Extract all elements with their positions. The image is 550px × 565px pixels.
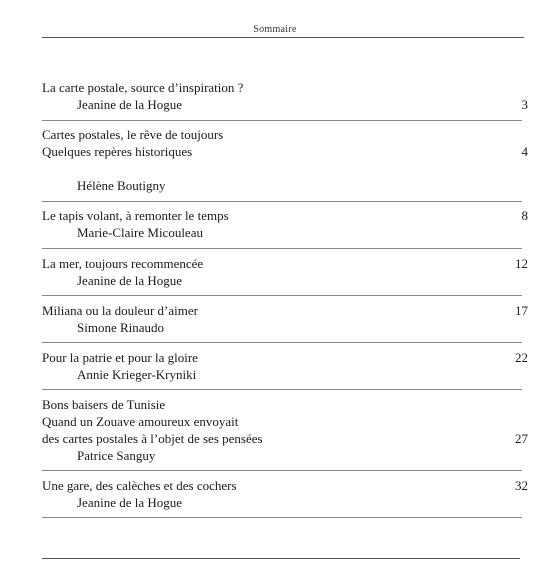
- toc-entry-title: Le tapis volant, à remonter le temps: [42, 208, 229, 223]
- toc-entry-author: Simone Rinaudo: [77, 320, 165, 335]
- toc-entry[interactable]: [42, 477, 524, 511]
- entry-separator: [42, 470, 522, 471]
- toc-entry-subtitle: des cartes postales à l’objet de ses pensées: [42, 431, 263, 446]
- entry-separator: [42, 248, 522, 249]
- toc-page-number: 27: [515, 431, 528, 446]
- entry-separator: [42, 342, 522, 343]
- toc-page-number: 12: [515, 256, 528, 271]
- entry-separator: [42, 120, 522, 121]
- header-rule: [42, 37, 524, 38]
- toc-entry-author: Annie Krieger-Kryniki: [77, 367, 197, 382]
- toc-entry-subtitle: Quelques repères historiques: [42, 144, 193, 159]
- toc-page-number: 3: [521, 97, 528, 112]
- toc-entry-author: Jeanine de la Hogue: [77, 97, 183, 112]
- toc-entry[interactable]: [42, 255, 524, 289]
- toc-entry[interactable]: [42, 349, 524, 383]
- toc-page-number: 32: [515, 478, 528, 493]
- toc-entry-title: Pour la patrie et pour la gloire: [42, 350, 198, 365]
- toc-entry-title: Une gare, des calèches et des cochers: [42, 478, 237, 493]
- toc-entry-title: Bons baisers de Tunisie: [42, 397, 166, 412]
- entry-separator: [42, 517, 522, 518]
- toc-page-number: 22: [515, 350, 528, 365]
- toc-page-number: 8: [521, 208, 528, 223]
- toc-page-number: 4: [521, 144, 528, 159]
- toc-page-number: 17: [515, 303, 528, 318]
- toc-entry-title: Cartes postales, le rêve de toujours: [42, 127, 224, 142]
- toc-entry[interactable]: [42, 79, 524, 113]
- toc-entry[interactable]: [42, 207, 524, 241]
- toc-entry-title: Miliana ou la douleur d’aimer: [42, 303, 198, 318]
- entry-separator: [42, 295, 522, 296]
- toc-entry[interactable]: [42, 302, 524, 336]
- toc-entry-author: Jeanine de la Hogue: [77, 495, 183, 510]
- toc-entry-subtitle: Quand un Zouave amoureux envoyait: [42, 414, 239, 429]
- toc-entry-author: Hélène Boutigny: [77, 178, 166, 193]
- toc-entry-title: La mer, toujours recommencée: [42, 256, 204, 271]
- toc-entry-author: Jeanine de la Hogue: [77, 273, 183, 288]
- toc-entry-author: Patrice Sanguy: [77, 448, 156, 463]
- entry-separator: [42, 201, 522, 202]
- page-header-title: Sommaire: [253, 24, 297, 35]
- footer-rule: [42, 558, 520, 559]
- toc-entry-author: Marie-Claire Micouleau: [77, 225, 203, 240]
- toc-entry[interactable]: [42, 126, 524, 194]
- entry-separator: [42, 389, 522, 390]
- toc-entry[interactable]: [42, 396, 524, 464]
- toc-entry-title: La carte postale, source d’inspiration ?: [42, 80, 244, 95]
